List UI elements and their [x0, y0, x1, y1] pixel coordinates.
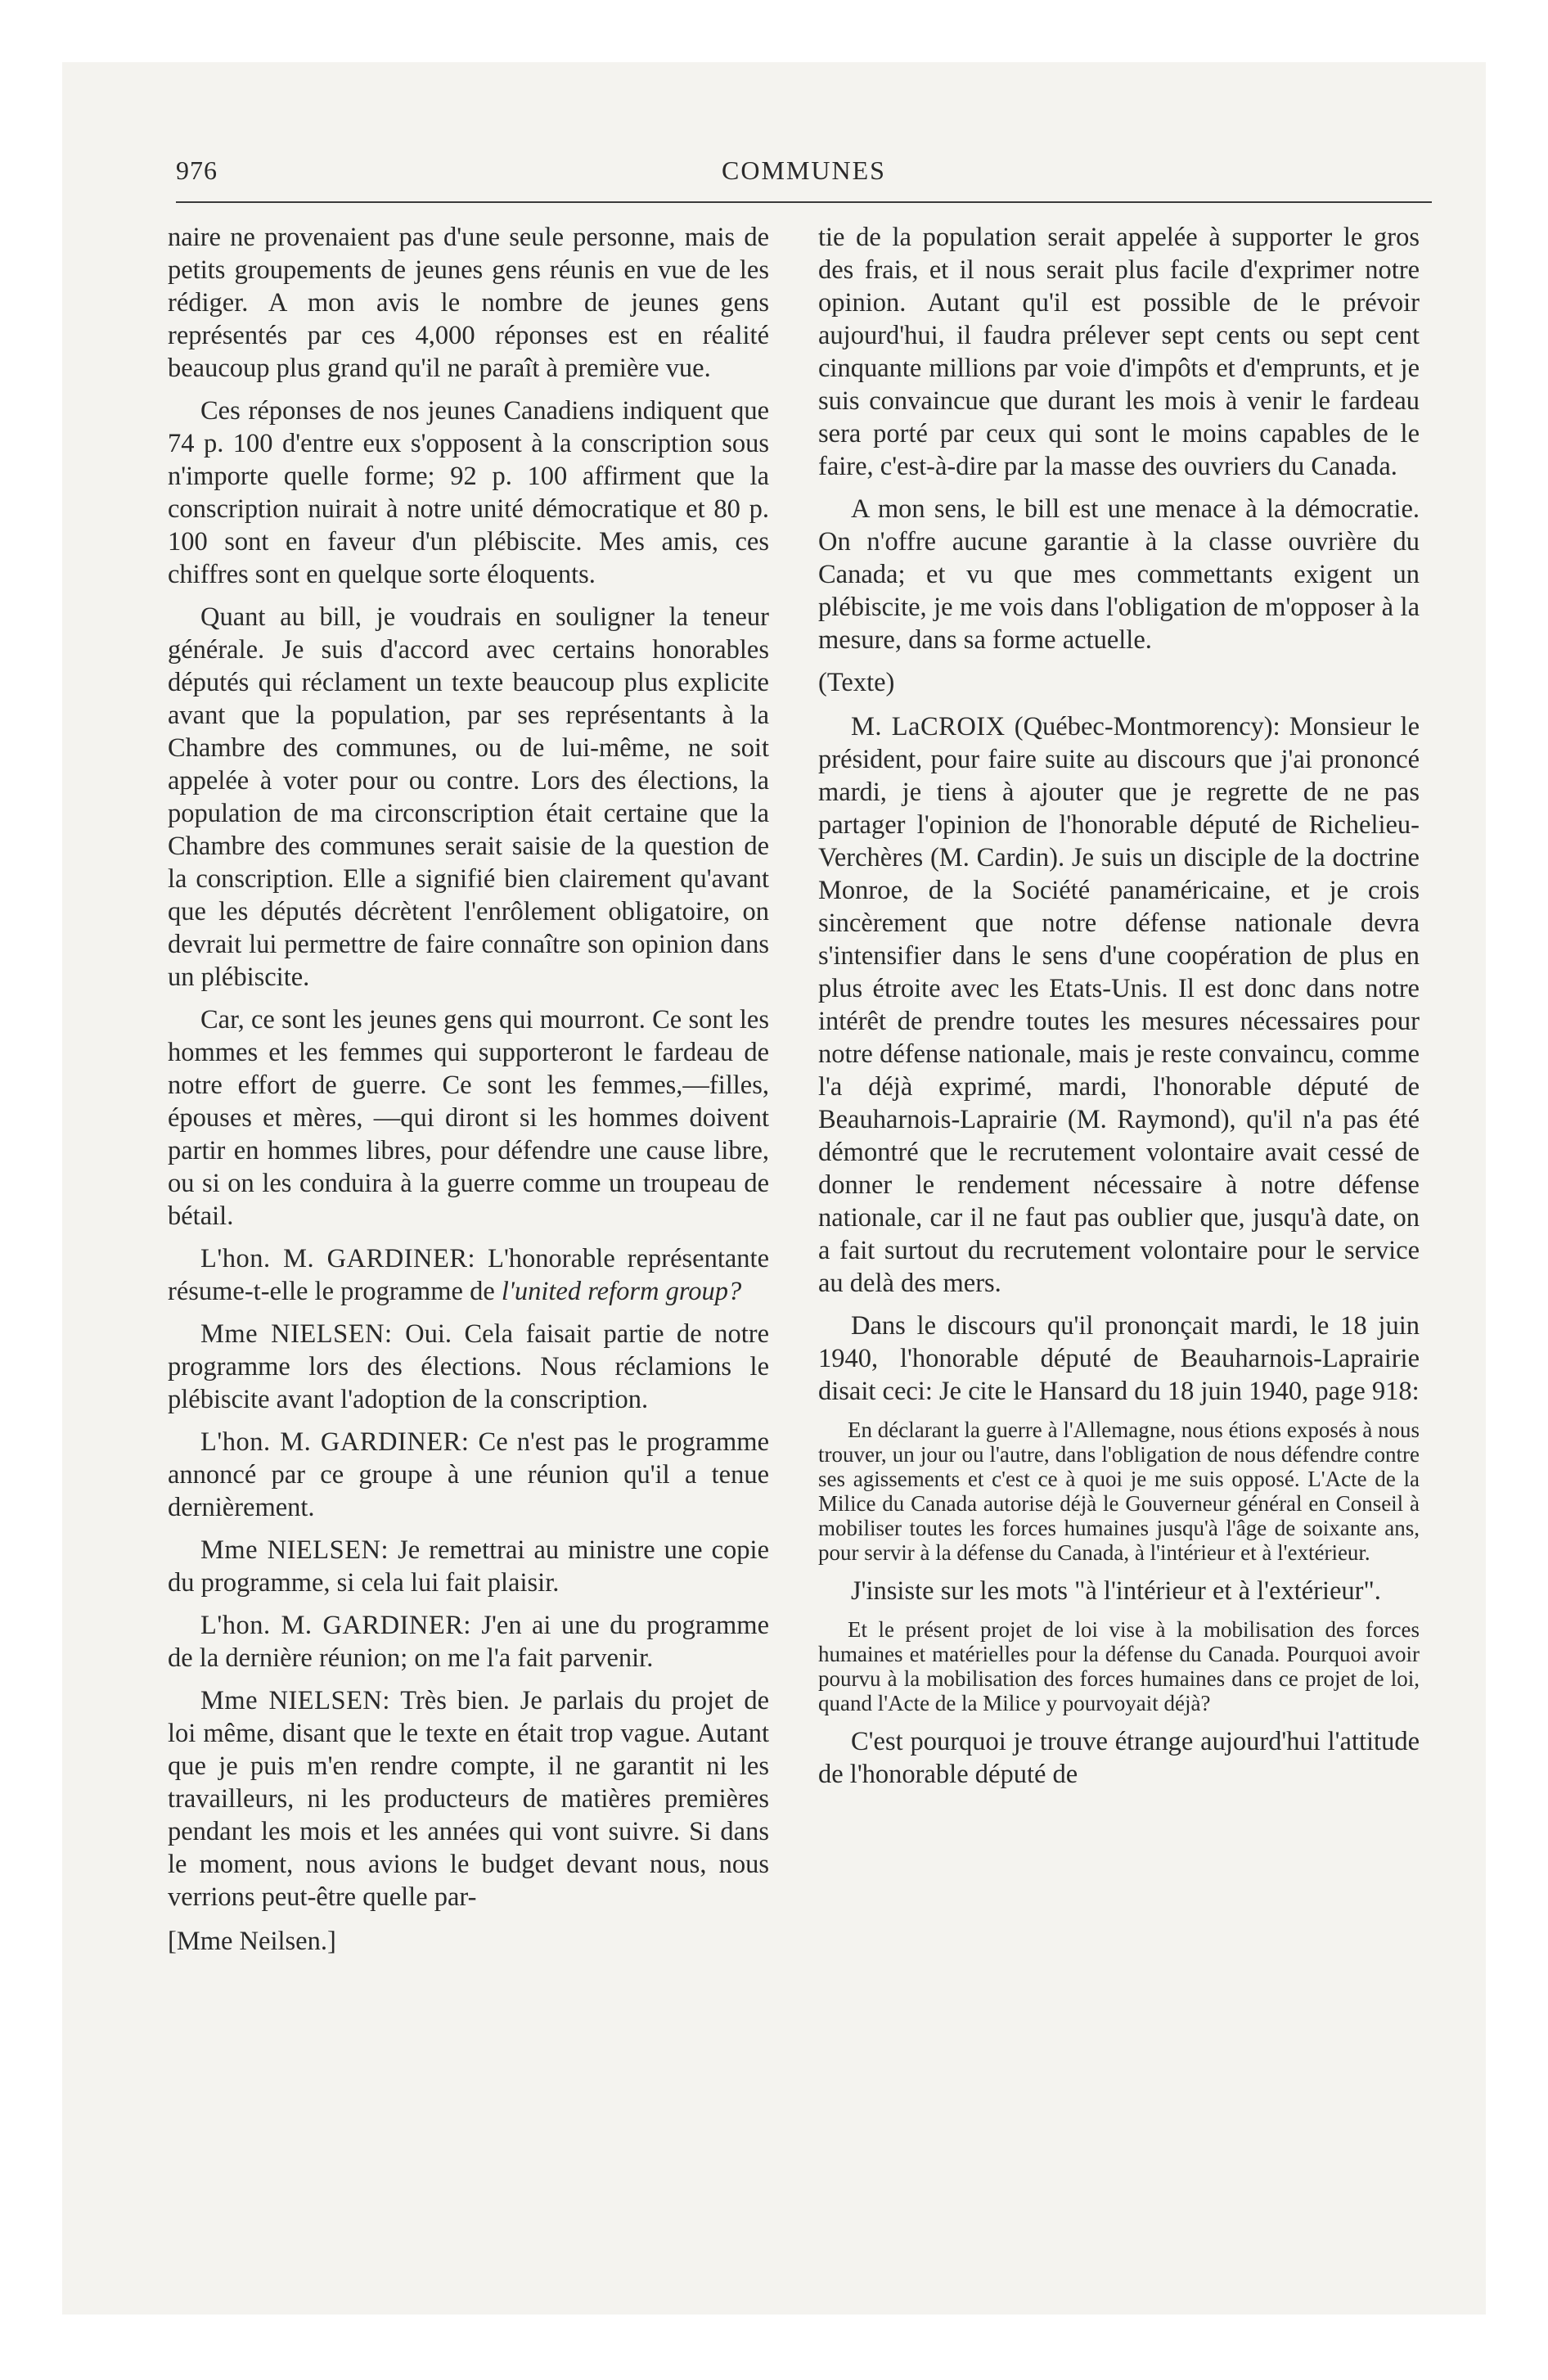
speech-text: Je remettrai au ministre une copie du programme, si cela lui fait plaisir. — [168, 1535, 769, 1598]
paragraph: Dans le discours qu'il prononçait mardi, le 18 juin 1940, l'honorable député de Beauharnois-Laprairie disait ceci: Je cite le Hansard du 18 juin 1940, page 918: — [818, 1311, 1420, 1406]
speech-gardiner — [168, 1609, 769, 1675]
speech-text: L'honorable représentante résume-t-elle le programme de — [168, 1244, 769, 1306]
left-column — [168, 221, 769, 1968]
quotation: Et le présent projet de loi vise à la mobilisation des forces humaines et matérielles pour la défense du Canada. Pourquoi avoir pourvu à la mobilisation des forces humaines dans ce projet de loi, quand l'Acte de la Milice y pourvoyait déjà? — [818, 1617, 1420, 1715]
running-title: COMMUNES — [722, 156, 886, 185]
speaker-riding: (Québec-Montmorency): — [1014, 712, 1280, 741]
speech-gardiner — [168, 1426, 769, 1524]
paragraph: tie de la population serait appelée à supporter le gros des frais, et il nous serait plus facile d'exprimer notre opinion. Autant qu'il est possible de le prévoir aujourd'hui, il faudra prélever sept cents ou sept cent cinquante millions par voie d'impôts et d'emprunts, et je suis convaincue que durant les mois à venir le fardeau sera porté par ceux qui sont le moins capables de le faire, c'est-à-dire par la masse des ouvriers du Canada. — [818, 223, 1420, 481]
speaker-name: Mme NIELSEN: — [200, 1535, 389, 1565]
speech-text: Oui. Cela faisait partie de notre programme lors des élections. Nous réclamions le plébiscite avant l'adoption de la conscription. — [168, 1319, 770, 1414]
paragraph: J'insiste sur les mots "à l'intérieur et à l'extérieur". — [851, 1576, 1381, 1606]
paragraph: naire ne provenaient pas d'une seule personne, mais de petits groupements de jeunes gens réunis en vue de les rédiger. A mon avis le nombre de jeunes gens représentés par ces 4,000 réponses est en réalité beaucoup plus grand qu'il ne paraît à première vue. — [168, 223, 769, 383]
speech-nielsen — [168, 1318, 769, 1416]
right-column — [818, 221, 1420, 1801]
speaker-name: L'hon. M. GARDINER: — [200, 1244, 476, 1273]
speech-gardiner — [168, 1242, 769, 1308]
paragraph: A mon sens, le bill est une menace à la démocratie. On n'offre aucune garantie à la classe ouvrière du Canada; et vu que mes commettants exigent un plébiscite, je me vois dans l'obligation de m'opposer à la mesure, dans sa forme actuelle. — [818, 494, 1420, 655]
speaker-name: Mme NIELSEN: — [200, 1686, 390, 1715]
language-tag: (Texte) — [818, 668, 895, 697]
speech-text: Très bien. Je parlais du projet de loi même, disant que le texte en était trop vague. Autant que je puis m'en rendre compte, il ne garantit ni les travailleurs, ni les producteurs de matières premières pendant les mois et les années qui vont suivre. Si dans le moment, nous avions le budget devant nous, nous verrions peut-être quelle par- — [168, 1686, 769, 1912]
speech-nielsen — [168, 1684, 769, 1913]
speech-text: Monsieur le président, pour faire suite au discours que j'ai prononcé mardi, je tiens à ajouter que je regrette de ne pas partager l'opinion de l'honorable député de Richelieu-Verchères (M. Cardin). Je suis un disciple de la doctrine Monroe, de la Société panaméricaine, et je crois sincèrement que notre défense nationale devra s'intensifier dans le sens d'une coopération de plus en plus étroite avec les Etats-Unis. Il est donc dans notre intérêt de prendre toutes les mesures nécessaires pour notre défense nationale, mais je reste convaincu, comme l'a déjà exprimé, mardi, l'honorable député de Beauharnois-Laprairie (M. Raymond), qu'il n'a pas été démontré que le recrutement volontaire avait cessé de donner le rendement nécessaire à notre défense nationale, car il ne faut pas oublier que, jusqu'à date, on a fait surtout du recrutement volontaire pour le service au delà des mers. — [818, 712, 1420, 1298]
quotation: En déclarant la guerre à l'Allemagne, nous étions exposés à nous trouver, un jour ou l'autre, dans l'obligation de nous défendre contre ses agissements et c'est ce à quoi je me suis opposé. L'Acte de la Milice du Canada autorise déjà le Gouverneur général en Conseil à mobiliser toutes les forces humaines jusqu'à l'âge de soixante ans, pour servir à la défense du Canada, à l'intérieur et à l'extérieur. — [818, 1418, 1420, 1565]
paragraph: Ces réponses de nos jeunes Canadiens indiquent que 74 p. 100 d'entre eux s'opposent à la conscription sous n'importe quelle forme; 92 p. 100 affirment que la conscription nuirait à notre unité démocratique et 80 p. 100 sont en faveur d'un plébiscite. Mes amis, ces chiffres sont en quelque sorte éloquents. — [168, 396, 769, 589]
speaker-name: Mme NIELSEN: — [200, 1319, 393, 1349]
speaker-name: L'hon. M. GARDINER: — [200, 1611, 471, 1640]
speaker-name: M. LaCROIX — [851, 712, 1006, 741]
header-rule — [176, 201, 1432, 203]
italic-term: l'united reform group? — [501, 1277, 742, 1306]
speech-nielsen — [168, 1534, 769, 1599]
speaker-name: L'hon. M. GARDINER: — [200, 1427, 470, 1457]
page-number: 976 — [176, 156, 218, 185]
paragraph: Car, ce sont les jeunes gens qui mourront. Ce sont les hommes et les femmes qui supporteront le fardeau de notre effort de guerre. Ce sont les femmes,—filles, épouses et mères, —qui diront si les hommes doivent partir en hommes libres, pour défendre une cause libre, ou si on les conduira à la guerre comme un troupeau de bétail. — [168, 1005, 769, 1231]
page-header — [176, 152, 1432, 201]
speaker-attribution: [Mme Neilsen.] — [168, 1927, 336, 1956]
paragraph: Quant au bill, je voudrais en souligner la teneur générale. Je suis d'accord avec certains honorables députés qui réclament un texte beaucoup plus explicite avant que la population, par ses représentants à la Chambre des communes, ou de lui-même, ne soit appelée à voter pour ou contre. Lors des élections, la population de ma circonscription était certaine que la Chambre des communes serait saisie de la question de la conscription. Elle a signifié bien clairement qu'avant que les députés décrètent l'enrôlement obligatoire, on devrait lui permettre de faire connaître son opinion dans un plébiscite. — [168, 602, 769, 992]
speech-lacroix — [818, 710, 1420, 1300]
speech-text: Ce n'est pas le programme annoncé par ce groupe à une réunion qu'il a tenue dernièrement. — [168, 1427, 770, 1522]
speech-text: J'en ai une du programme de la dernière réunion; on me l'a fait parvenir. — [168, 1611, 770, 1673]
paragraph: C'est pourquoi je trouve étrange aujourd'hui l'attitude de l'honorable député de — [818, 1727, 1420, 1789]
